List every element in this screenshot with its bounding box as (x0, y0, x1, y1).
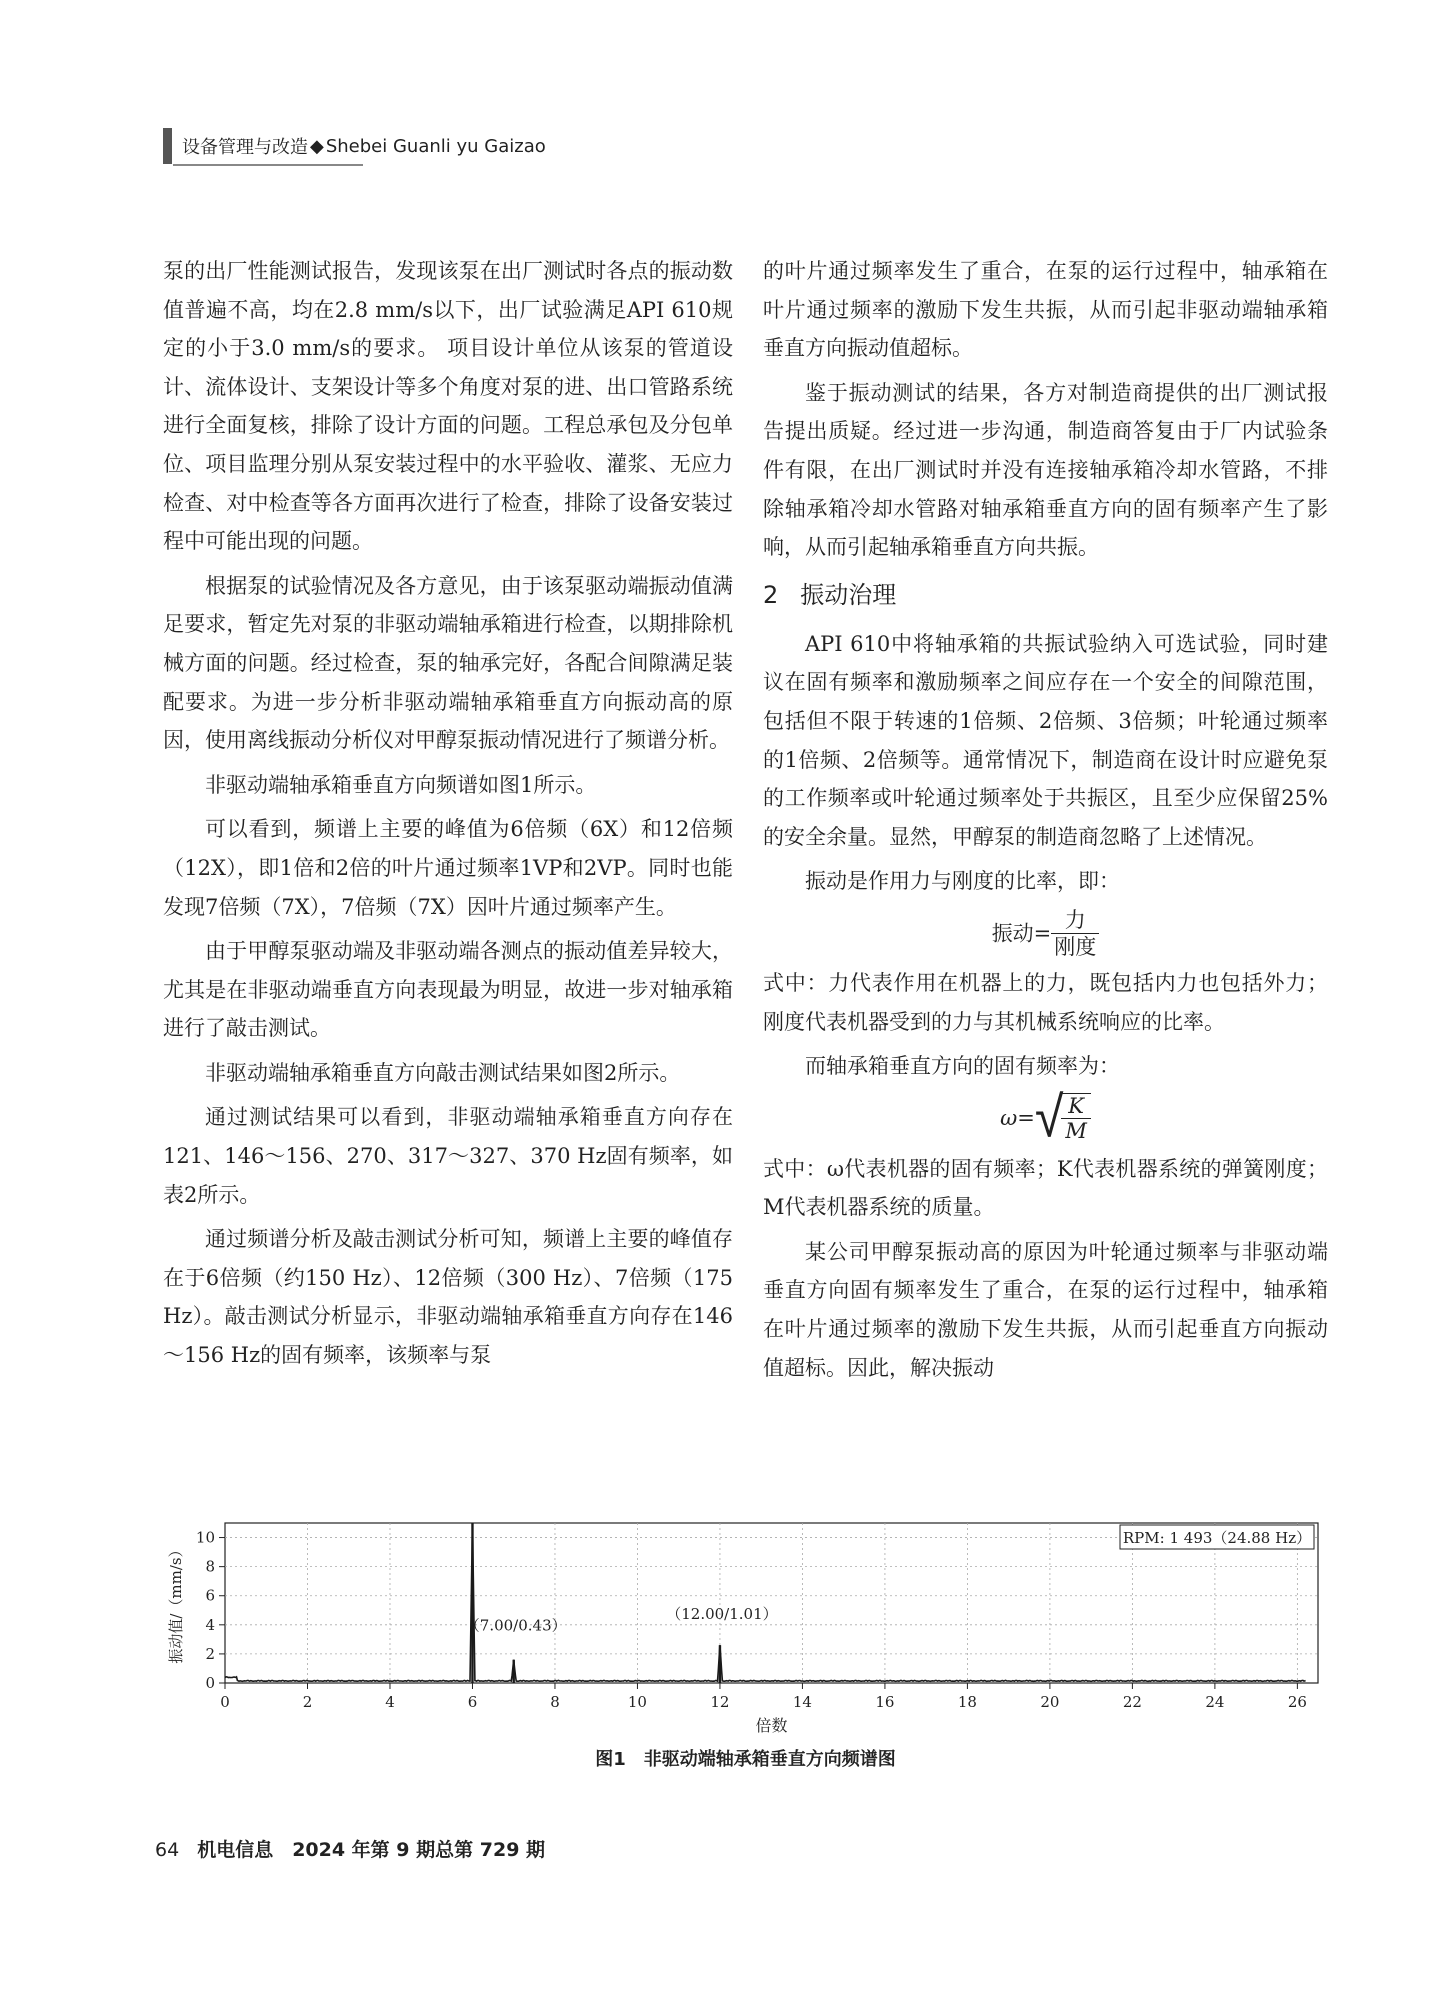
formula-natural-frequency (763, 1084, 1328, 1151)
caption-label: 图1 (595, 1749, 626, 1770)
x-tick-label: 22 (1122, 1693, 1142, 1711)
right-column (763, 252, 1328, 1393)
paragraph: 式中：力代表作用在机器上的力，既包括内力也包括外力；刚度代表机器受到的力与其机械系统响应的比率。 (763, 970, 1328, 1034)
y-tick-label: 8 (205, 1557, 215, 1576)
peak-annotation: （12.00/1.01） (666, 1605, 778, 1623)
y-tick-label: 2 (205, 1644, 215, 1663)
paragraph: 由于甲醇泵驱动端及非驱动端各测点的振动值差异较大，尤其是在非驱动端垂直方向表现最为明显，故进一步对轴承箱进行了敲击测试。 (163, 939, 733, 1041)
x-tick-label: 14 (792, 1693, 812, 1711)
paragraph: 通过频谱分析及敲击测试分析可知，频谱上主要的峰值存在于6倍频（约150 Hz）、12倍频（300 Hz）、7倍频（175 Hz）。敲击测试分析显示，非驱动端轴承箱垂直方向存在146～156 Hz的固有频率，该频率与泵 (163, 1227, 733, 1368)
rpm-label: RPM: 1 493（24.88 Hz） (1122, 1529, 1312, 1547)
sqrt-expression (1034, 1084, 1091, 1151)
x-tick-label: 20 (1040, 1693, 1060, 1711)
x-tick-label: 16 (875, 1693, 895, 1711)
fraction-denominator: 刚度 (1054, 934, 1097, 959)
paragraph: 的叶片通过频率发生了重合，在泵的运行过程中，轴承箱在叶片通过频率的激励下发生共振，从而引起非驱动端轴承箱垂直方向振动值超标。 (763, 259, 1328, 361)
fraction-denominator: M (1065, 1118, 1087, 1143)
header-bar (163, 128, 172, 164)
x-tick-label: 0 (220, 1693, 230, 1711)
fraction-numerator: K (1061, 1094, 1091, 1119)
sqrt-icon: √ (1034, 1084, 1064, 1151)
x-tick-label: 10 (627, 1693, 647, 1711)
formula-omega: ω= (1000, 1105, 1035, 1130)
paragraph: 振动是作用力与刚度的比率，即： (805, 869, 1120, 894)
running-header (163, 128, 546, 164)
x-axis-label: 倍数 (755, 1716, 788, 1735)
y-tick-label: 6 (205, 1586, 215, 1605)
y-tick-label: 4 (205, 1615, 215, 1634)
paragraph: 可以看到，频谱上主要的峰值为6倍频（6X）和12倍频（12X），即1倍和2倍的叶片通过频率1VP和2VP。同时也能发现7倍频（7X），7倍频（7X）因叶片通过频率产生。 (163, 817, 733, 919)
peak-annotation: （7.00/0.43） (464, 1616, 567, 1635)
spectrum-chart-svg (163, 1515, 1328, 1735)
x-tick-label: 6 (467, 1693, 478, 1711)
page-footer (155, 1835, 545, 1862)
section-heading (763, 573, 1328, 617)
caption-text: 非驱动端轴承箱垂直方向频谱图 (643, 1749, 896, 1770)
paragraph: 泵的出厂性能测试报告，发现该泵在出厂测试时各点的振动数值普遍不高，均在2.8 mm/s以下，出厂试验满足API 610规定的小于3.0 mm/s的要求。 项目设计单位从该泵的管道设计、流体设计、支架设计等多个角度对泵的进、出口管路系统进行全面复核，排除了设计方面的问题。工程总承包及分包单位、项目监理分别从泵安装过程中的水平验收、灌浆、无应力检查、对中检查等各方面再次进行了检查，排除了设备安装过程中可能出现的问题。 (163, 259, 733, 554)
paragraph: API 610中将轴承箱的共振试验纳入可选试验，同时建议在固有频率和激励频率之间应存在一个安全的间隙范围，包括但不限于转速的1倍频、2倍频、3倍频；叶轮通过频率的1倍频、2倍频等。通常情况下，制造商在设计时应避免泵的工作频率或叶轮通过频率处于共振区，且至少应保留25%的安全余量。显然，甲醇泵的制造商忽略了上述情况。 (763, 631, 1328, 849)
page-number: 64 (155, 1839, 180, 1861)
footer-journal: 机电信息 2024 年第 9 期总第 729 期 (197, 1839, 546, 1861)
y-tick-label: 0 (205, 1674, 215, 1692)
x-tick-label: 12 (710, 1693, 730, 1711)
x-tick-label: 26 (1287, 1693, 1307, 1711)
paragraph: 某公司甲醇泵振动高的原因为叶轮通过频率与非驱动端垂直方向固有频率发生了重合，在泵的运行过程中，轴承箱在叶片通过频率的激励下发生共振，从而引起垂直方向振动值超标。因此，解决振动 (763, 1239, 1328, 1380)
paragraph: 鉴于振动测试的结果，各方对制造商提供的出厂测试报告提出质疑。经过进一步沟通，制造商答复由于厂内试验条件有限，在出厂测试时并没有连接轴承箱冷却水管路，不排除轴承箱冷却水管路对轴承箱垂直方向的固有频率产生了影响，从而引起轴承箱垂直方向共振。 (763, 380, 1328, 560)
figure-caption (163, 1745, 1328, 1771)
formula-lhs: 振动= (991, 921, 1052, 946)
fraction (1051, 907, 1099, 960)
paragraph: 而轴承箱垂直方向的固有频率为： (805, 1054, 1120, 1079)
header-journal-en: Shebei Guanli yu Gaizao (325, 135, 546, 157)
fraction-numerator: 力 (1051, 907, 1099, 934)
section-number: 2 (763, 580, 779, 609)
x-tick-label: 2 (302, 1693, 313, 1711)
paragraph: 式中：ω代表机器的固有频率；K代表机器系统的弹簧刚度；M代表机器系统的质量。 (763, 1156, 1328, 1220)
paragraph: 根据泵的试验情况及各方意见，由于该泵驱动端振动值满足要求，暂定先对泵的非驱动端轴承箱进行检查，以期排除机械方面的问题。经过检查，泵的轴承完好，各配合间隙满足装配要求。为进一步分析非驱动端轴承箱垂直方向振动高的原因，使用离线振动分析仪对甲醇泵振动情况进行了频谱分析。 (163, 573, 733, 753)
x-tick-label: 24 (1205, 1693, 1225, 1711)
paragraph: 非驱动端轴承箱垂直方向敲击测试结果如图2所示。 (205, 1060, 681, 1085)
left-column (163, 252, 733, 1381)
spectrum-chart (163, 1515, 1328, 1735)
formula-vibration (763, 907, 1328, 960)
header-rule (173, 164, 363, 166)
paragraph: 非驱动端轴承箱垂直方向频谱如图1所示。 (205, 772, 597, 797)
y-tick-label: 10 (195, 1528, 215, 1547)
sqrt-fraction (1061, 1093, 1091, 1143)
header-journal-cn: 设备管理与改造 (182, 137, 308, 158)
x-tick-label: 4 (385, 1693, 395, 1711)
x-tick-label: 8 (550, 1693, 560, 1711)
header-separator: ◆ (310, 135, 324, 157)
y-axis-label: 振动值/（mm/s） (167, 1542, 185, 1664)
section-title: 振动治理 (800, 580, 897, 609)
x-tick-label: 18 (957, 1693, 977, 1711)
paragraph: 通过测试结果可以看到，非驱动端轴承箱垂直方向存在121、146～156、270、317～327、370 Hz固有频率，如表2所示。 (163, 1105, 733, 1207)
